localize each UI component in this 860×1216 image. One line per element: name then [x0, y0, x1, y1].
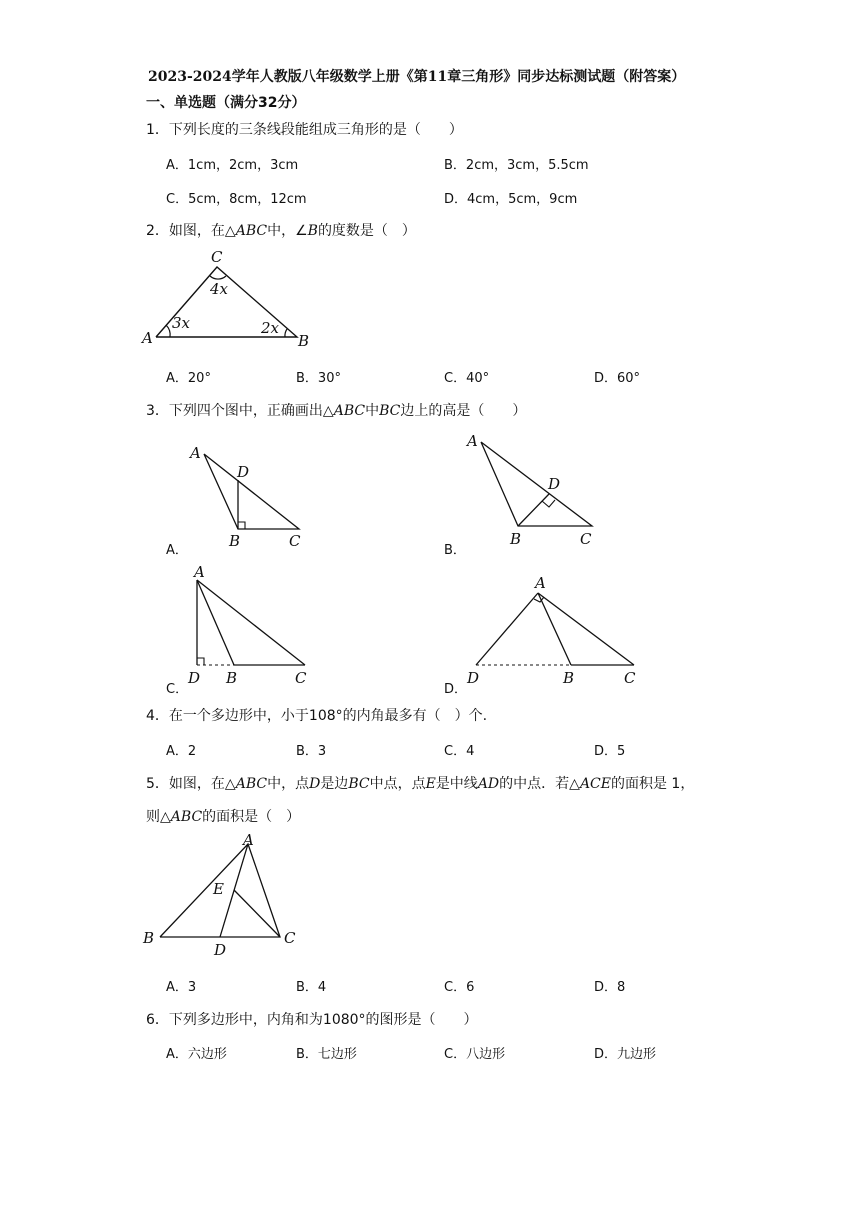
question-5-line-2: 则△ABC的面积是（ ） — [146, 809, 301, 825]
svg-text:B: B — [143, 929, 155, 947]
svg-text:B: B — [229, 532, 241, 550]
q2-angle-a: 3x — [172, 314, 191, 332]
q1-option-a[interactable]: A．1cm，2cm，3cm — [166, 158, 299, 173]
q3-option-a[interactable]: A． — [166, 543, 188, 558]
q2-option-d[interactable]: D．60° — [594, 371, 641, 386]
q2-angle-b: 2x — [261, 319, 280, 337]
question-4: 4．在一个多边形中，小于108°的内角最多有（ ）个. — [146, 708, 488, 724]
svg-text:C: C — [284, 929, 296, 947]
q3-option-b[interactable]: B． — [444, 543, 466, 558]
q5-option-c[interactable]: C．6 — [444, 980, 475, 995]
q2-option-b[interactable]: B．30° — [296, 371, 341, 386]
q4-option-b[interactable]: B．3 — [296, 744, 327, 759]
svg-text:D: D — [188, 669, 201, 687]
svg-text:C: C — [289, 532, 301, 550]
question-5-line-1: 5．如图，在△ABC中，点D是边BC中点，点E是中线AD的中点．若△ACE的面积是 1， — [146, 776, 695, 792]
q1-option-b[interactable]: B．2cm，3cm，5.5cm — [444, 158, 589, 173]
q4-option-a[interactable]: A．2 — [166, 744, 197, 759]
svg-text:A: A — [243, 831, 254, 849]
q2-option-a[interactable]: A．20° — [166, 371, 211, 386]
q6-option-d[interactable]: D．九边形 — [594, 1047, 657, 1062]
section-heading: 一、单选题（满分32分） — [146, 95, 306, 111]
question-6: 6．下列多边形中，内角和为1080°的图形是（ ） — [146, 1012, 478, 1028]
svg-text:D: D — [548, 475, 561, 493]
q4-option-d[interactable]: D．5 — [594, 744, 626, 759]
q5-triangle-figure — [140, 830, 310, 960]
svg-text:C: C — [580, 530, 592, 548]
question-2: 2．如图，在△ABC中，∠B的度数是（ ） — [146, 223, 416, 239]
svg-text:D: D — [467, 669, 480, 687]
q3-option-d[interactable]: D． — [444, 682, 468, 697]
q3-figure-b — [462, 430, 612, 550]
q1-option-d[interactable]: D．4cm，5cm，9cm — [444, 192, 578, 207]
page-title: 2023-2024学年人教版八年级数学上册《第11章三角形》同步达标测试题（附答案） — [148, 69, 686, 85]
q3-figure-d — [462, 570, 652, 690]
q1-option-c[interactable]: C．5cm，8cm，12cm — [166, 192, 307, 207]
svg-text:D: D — [214, 941, 227, 959]
q6-option-b[interactable]: B．七边形 — [296, 1047, 357, 1062]
svg-text:A: A — [467, 432, 478, 450]
q6-option-a[interactable]: A．六边形 — [166, 1047, 227, 1062]
svg-text:A: A — [535, 574, 546, 592]
svg-text:C: C — [295, 669, 307, 687]
q2-label-c: C — [211, 248, 223, 266]
question-3: 3．下列四个图中，正确画出△ABC中BC边上的高是（ ） — [146, 403, 527, 419]
q4-option-c[interactable]: C．4 — [444, 744, 475, 759]
svg-text:B: B — [510, 530, 522, 548]
q2-label-b: B — [298, 332, 310, 350]
q5-option-a[interactable]: A．3 — [166, 980, 197, 995]
question-1: 1．下列长度的三条线段能组成三角形的是（ ） — [146, 122, 463, 138]
svg-text:A: A — [194, 563, 205, 581]
q6-option-c[interactable]: C．八边形 — [444, 1047, 506, 1062]
svg-text:E: E — [213, 880, 224, 898]
q3-figure-c — [185, 560, 325, 690]
q2-label-a: A — [142, 329, 153, 347]
q2-angle-c: 4x — [210, 280, 229, 298]
q5-option-d[interactable]: D．8 — [594, 980, 626, 995]
svg-text:D: D — [237, 463, 250, 481]
svg-text:C: C — [624, 669, 636, 687]
q3-option-c[interactable]: C． — [166, 682, 189, 697]
q5-option-b[interactable]: B．4 — [296, 980, 327, 995]
q3-figure-a — [185, 440, 315, 550]
svg-text:B: B — [226, 669, 238, 687]
q2-option-c[interactable]: C．40° — [444, 371, 490, 386]
q2-triangle-figure — [140, 245, 320, 350]
svg-text:B: B — [563, 669, 575, 687]
svg-text:A: A — [190, 444, 201, 462]
